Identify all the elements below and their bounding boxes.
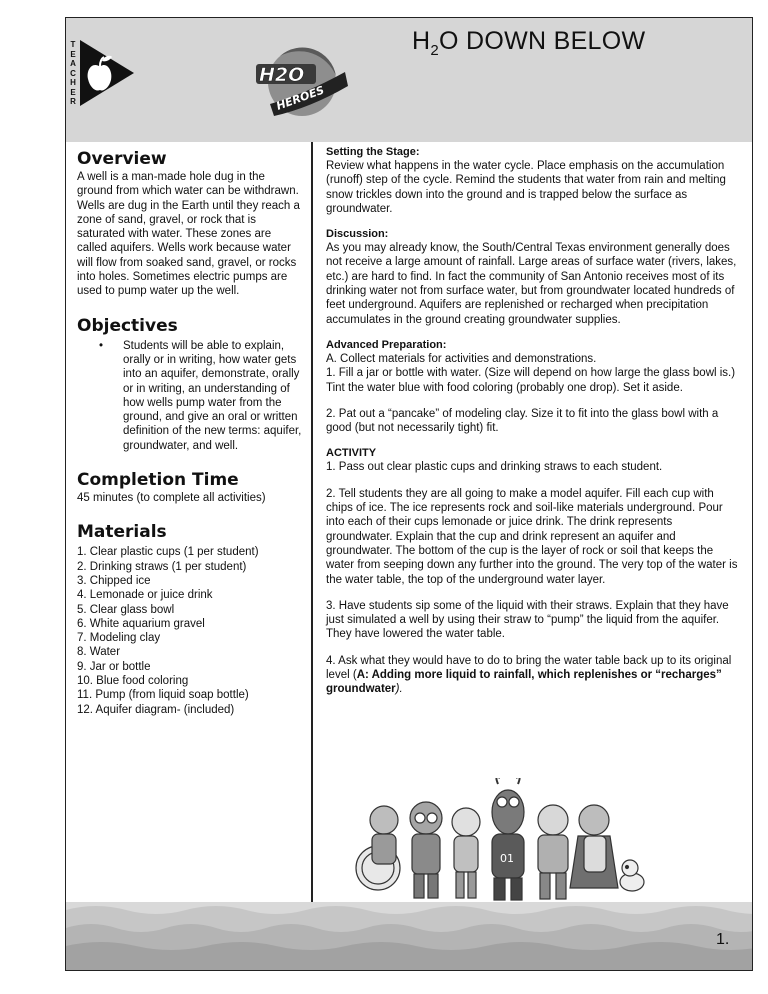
list-item: 3. Chipped ice — [77, 574, 151, 587]
activity-step-4: 4. Ask what they would have to do to bring the water table back up to its original level (A: Adding more liquid to rainfall, which replenishes or “recharges” groundwater). — [326, 654, 732, 696]
logo-bottom-text: HEROES — [274, 83, 326, 113]
page-header — [66, 18, 752, 142]
bullet: • — [99, 339, 104, 352]
materials-section — [77, 521, 302, 717]
activity-heading: ACTIVITY — [326, 447, 377, 460]
list-item: 11. Pump (from liquid soap bottle) — [77, 689, 249, 702]
overview-text: A well is a man-made hole dug in the ground from which water can be withdrawn. Wells are dug in the Earth until they reach a zone of sand, gravel, or rock that is saturated with water. These zones are called aquifers. Wells work because water will flow from soaked sand, gravel, or rocks into holes. Sometimes electric pumps are used to pump water up the well. — [77, 171, 300, 298]
discussion-heading: Discussion: — [326, 228, 389, 241]
stage-heading: Setting the Stage: — [326, 146, 420, 158]
list-item: 12. Aquifer diagram- (included) — [77, 703, 235, 716]
left-column — [77, 148, 302, 733]
logo-top-text: H2O — [259, 64, 305, 86]
objectives-section — [77, 315, 302, 453]
h2o-heroes-logo — [250, 42, 350, 124]
list-item: 6. White aquarium gravel — [77, 617, 205, 630]
objectives-list — [77, 339, 302, 453]
list-item: 7. Modeling clay — [77, 632, 161, 645]
materials-list — [77, 545, 302, 717]
activity-step-1: 1. Pass out clear plastic cups and drinking straws to each student. — [326, 461, 663, 474]
list-item: 5. Clear glass bowl — [77, 603, 175, 616]
completion-heading: Completion Time — [77, 470, 239, 491]
completion-text: 45 minutes (to complete all activities) — [77, 492, 266, 505]
activity-step-3: 3. Have students sip some of the liquid with their straws. Explain that they have just simulated a well by using their straw to “pump” the liquid from the aquifer. They have lowered the water table. — [326, 599, 729, 641]
apple-icon — [80, 40, 134, 106]
objective-text: Students will be able to explain, orally or in writing, how water gets into an aquifer, demonstrate, orally or in writing, an understanding of how wells pump water from the ground, and give an oral or written definition of the new terms: aquifer, groundwater, and well. — [123, 339, 302, 452]
overview-heading: Overview — [77, 149, 167, 169]
list-item: 4. Lemonade or juice drink — [77, 589, 213, 602]
list-item: 10. Blue food coloring — [77, 675, 189, 688]
materials-heading: Materials — [77, 522, 167, 543]
stage-text: Review what happens in the water cycle. Place emphasis on the accumulation (runoff) step of the cycle. Remind the students that water from rain and melting snow trickles down into the ground and is trapped below the surface as groundwater. — [326, 160, 726, 215]
teacher-label: T E A C H E R — [70, 40, 76, 106]
water-wave-footer — [66, 902, 752, 970]
prep-step-1: 1. Fill a jar or bottle with water. (Size will depend on how large the glass bowl is.) Tint the water blue with food coloring (probably one drop). Set it aside. — [326, 367, 736, 394]
list-item: 8. Water — [77, 646, 121, 659]
list-item: 9. Jar or bottle — [77, 660, 151, 673]
prep-heading: Advanced Preparation: — [326, 338, 447, 351]
completion-section — [77, 469, 302, 505]
prep-step-2: 2. Pat out a “pancake” of modeling clay. Size it to fit into the glass bowl with a good (but not necessarily tight) fit. — [326, 407, 719, 435]
water-heroes-characters-illustration — [348, 778, 648, 908]
column-divider — [311, 142, 313, 920]
list-item — [77, 339, 302, 453]
jersey-number: 01 — [500, 852, 514, 865]
list-item: 1. Clear plastic cups (1 per student) — [77, 546, 259, 559]
activity-answer: A: Adding more liquid to rainfall, which replenishes or “recharges” groundwater — [326, 669, 722, 696]
objectives-heading: Objectives — [77, 315, 178, 336]
discussion-text: As you may already know, the South/Central Texas environment generally does not receive a large amount of rainfall. Large areas of surface water (rivers, lakes, etc.) are hard to find. In fact the community of San Antonio receives most of its drinking water not from surface water, but from groundwater located hundreds of feet underground. Aquifers are replenished or recharged when precipitation accumulates in the ground creating groundwater supplies. — [326, 242, 737, 326]
page-number: 1. — [716, 931, 730, 948]
page-title: $H_2O$ DOWN BELOW — [412, 27, 646, 59]
prep-step-a: A. Collect materials for activities and demonstrations. — [326, 352, 597, 365]
right-column — [326, 146, 741, 697]
activity-step-2: 2. Tell students they are all going to make a model aquifer. Fill each cup with chips of ice. The ice represents rock and soil-like materials underground. Pour into each of their cups lemonade or juice drink. The drink represents groundwater. Explain that the cup and drink represent an aquifer and groundwater. The bottom of the cup is the layer of rock or soil that keeps the water from seeping down any further into the ground. The very top of the water is the water table, the top of the underground water layer. — [326, 487, 738, 586]
worksheet-page — [65, 17, 753, 971]
overview-section — [77, 148, 302, 299]
list-item: 2. Drinking straws (1 per student) — [77, 560, 247, 573]
